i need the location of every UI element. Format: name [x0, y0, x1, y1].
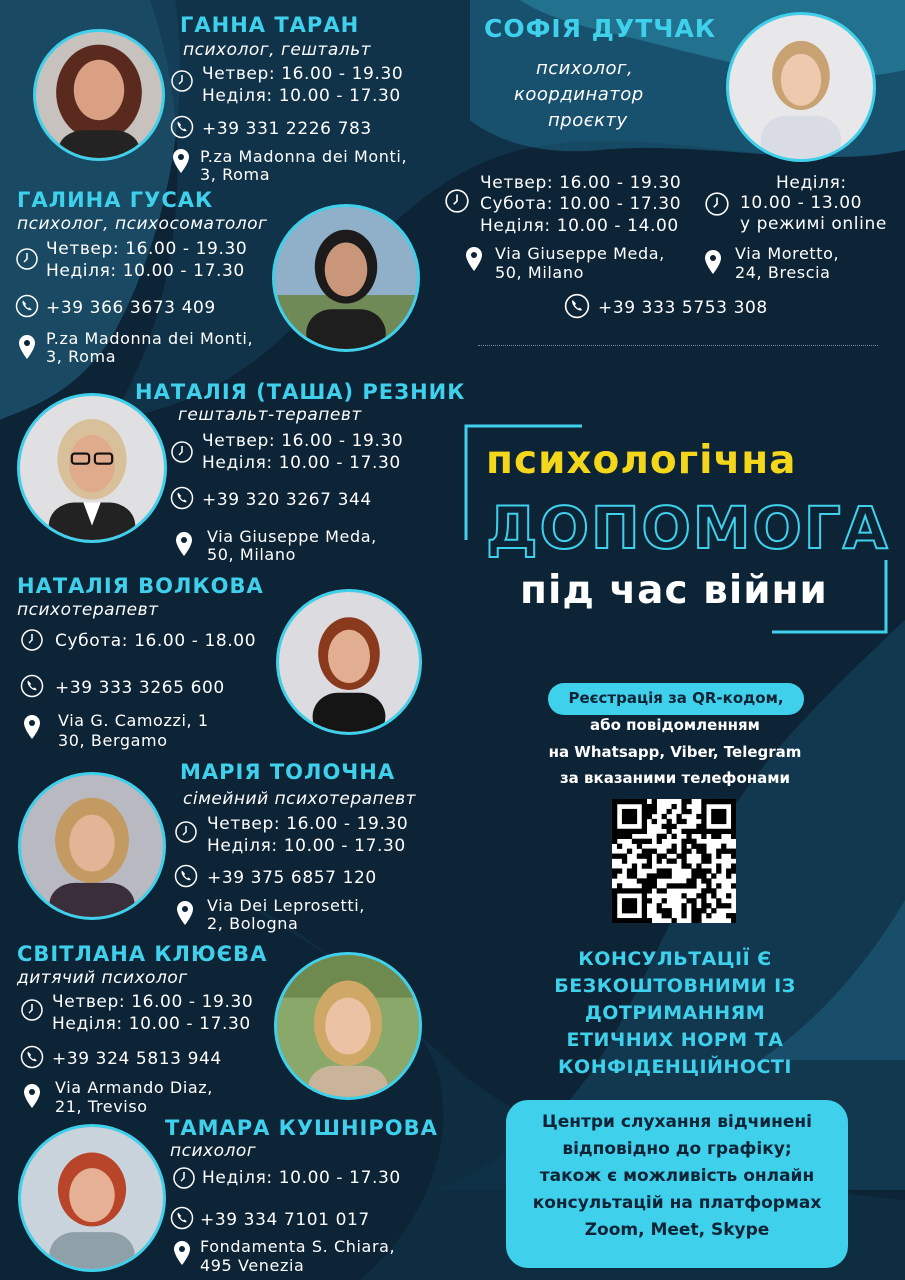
phone-icon — [170, 486, 194, 510]
avatar-tamara — [18, 1124, 166, 1272]
registration-line: за вказаними телефонами — [559, 769, 791, 787]
schedule-line: Четвер: 16.00 - 19.30 — [202, 64, 404, 84]
registration-line: на Whatsapp, Viber, Telegram — [548, 743, 802, 761]
centers-line: Zoom, Meet, Skype — [584, 1220, 770, 1240]
phone-icon — [20, 1045, 44, 1069]
address-line: Fondamenta S. Chiara, — [200, 1237, 396, 1256]
phone-icon — [15, 294, 39, 318]
specialist-role: психолог — [170, 1141, 257, 1161]
clock-icon — [704, 191, 730, 217]
phone-number[interactable]: +39 320 3267 344 — [202, 490, 372, 510]
clock-icon — [15, 247, 39, 271]
address-line: P.za Madonna dei Monti, — [46, 329, 254, 348]
schedule-line: Неділя: 10.00 - 17.30 — [202, 86, 401, 106]
avatar-ganna — [33, 29, 165, 161]
avatar-natalia-volkova — [276, 589, 422, 735]
separator — [478, 345, 878, 346]
specialist-name: МАРІЯ ТОЛОЧНА — [180, 760, 396, 784]
avatar-natalia-reznyk — [17, 393, 167, 543]
address-line: Via Giuseppe Meda, — [207, 527, 377, 546]
address-line: 50, Milano — [207, 545, 296, 564]
specialist-role: психолог, психосоматолог — [17, 214, 268, 234]
address-line: 3, Roma — [200, 165, 271, 184]
centers-note — [506, 1100, 848, 1268]
address-line: Via G. Camozzi, 1 — [58, 711, 209, 730]
schedule-line: Неділя: 10.00 - 17.30 — [202, 1168, 401, 1188]
note-line: ЕТИЧНИХ НОРМ ТА — [566, 1029, 784, 1051]
schedule-line: Субота: 10.00 - 17.30 — [480, 194, 682, 214]
schedule-line: Неділя: — [776, 173, 847, 193]
phone-number[interactable]: +39 331 2226 783 — [202, 119, 372, 139]
centers-line: Центри слухання відчинені — [541, 1112, 813, 1132]
schedule-line: 10.00 - 13.00 — [740, 193, 863, 213]
location-pin-icon — [173, 1240, 191, 1266]
clock-icon — [170, 440, 194, 464]
registration-highlight: Реєстрація за QR-кодом, — [548, 683, 804, 715]
schedule-line: Неділя: 10.00 - 17.30 — [52, 1014, 251, 1034]
schedule-line: у режимі online — [740, 214, 887, 234]
free-consultations-note — [500, 946, 850, 1081]
specialist-name: СОФІЯ ДУТЧАК — [484, 14, 717, 43]
address-line: Via Moretto, — [735, 244, 840, 263]
specialist-role: проєкту — [548, 110, 628, 131]
phone-number[interactable]: +39 324 5813 944 — [52, 1049, 222, 1069]
schedule-line: Неділя: 10.00 - 17.30 — [202, 453, 401, 473]
clock-icon — [174, 820, 198, 844]
clock-icon — [172, 1166, 196, 1190]
location-pin-icon — [18, 334, 36, 360]
specialist-name: ГАННА ТАРАН — [180, 13, 360, 37]
address-line: 50, Milano — [495, 263, 584, 282]
schedule-line: Неділя: 10.00 - 14.00 — [480, 216, 679, 236]
phone-icon — [170, 115, 194, 139]
headline-line2: ДОПОМОГА — [486, 494, 890, 562]
specialist-role: психотерапевт — [17, 600, 159, 620]
schedule-line: Неділя: 10.00 - 17.30 — [207, 836, 406, 856]
registration-line: або повідомленням — [590, 716, 760, 734]
headline-line1: психологічна — [486, 438, 797, 483]
schedule-line: Четвер: 16.00 - 19.30 — [480, 173, 682, 193]
specialist-role: координатор — [514, 84, 644, 105]
specialist-name: ГАЛИНА ГУСАК — [17, 188, 214, 212]
address-line: 30, Bergamo — [58, 731, 168, 750]
specialist-name: ТАМАРА КУШНІРОВА — [165, 1116, 438, 1140]
avatar-svitlana — [274, 952, 422, 1100]
phone-number[interactable]: +39 333 3265 600 — [55, 678, 225, 698]
address-line: 24, Brescia — [735, 263, 831, 282]
centers-line: відповідно до графіку; — [562, 1139, 792, 1159]
phone-icon — [20, 674, 44, 698]
specialist-name: СВІТЛАНА КЛЮЄВА — [17, 942, 268, 966]
clock-icon — [20, 998, 44, 1022]
location-pin-icon — [23, 1083, 41, 1109]
centers-line: консультацій на платформах — [532, 1193, 822, 1213]
address-line: 3, Roma — [46, 347, 117, 366]
avatar-galyna — [272, 204, 420, 352]
address-line: 21, Treviso — [55, 1097, 148, 1116]
address-line: 2, Bologna — [207, 914, 299, 933]
schedule-line: Четвер: 16.00 - 19.30 — [46, 239, 248, 259]
specialist-role: сімейний психотерапевт — [183, 789, 417, 809]
address-line: P.za Madonna dei Monti, — [200, 147, 408, 166]
location-pin-icon — [176, 900, 194, 926]
specialist-name: НАТАЛІЯ ВОЛКОВА — [17, 574, 264, 598]
address-line: Via Armando Diaz, — [55, 1078, 213, 1097]
address-line: 495 Venezia — [200, 1256, 305, 1275]
address-line: Via Giuseppe Meda, — [495, 244, 665, 263]
location-pin-icon — [465, 246, 483, 272]
note-line: КОНСУЛЬТАЦІЇ Є — [578, 948, 772, 970]
qr-code[interactable] — [612, 799, 736, 923]
schedule-line: Четвер: 16.00 - 19.30 — [207, 814, 409, 834]
phone-icon — [174, 864, 198, 888]
specialist-role: психолог, гештальт — [183, 40, 372, 60]
location-pin-icon — [704, 249, 722, 275]
headline-line3: під час війни — [520, 568, 828, 613]
phone-icon — [170, 1206, 194, 1230]
avatar-maria — [18, 772, 166, 920]
specialist-name: НАТАЛІЯ (ТАША) РЕЗНИК — [135, 380, 466, 404]
phone-number[interactable]: +39 334 7101 017 — [200, 1210, 370, 1230]
location-pin-icon — [175, 531, 193, 557]
specialist-role: гештальт-терапевт — [178, 405, 362, 425]
clock-icon — [20, 628, 44, 652]
specialist-role: психолог, — [536, 58, 634, 79]
schedule-line: Четвер: 16.00 - 19.30 — [202, 431, 404, 451]
note-line: ДОТРИМАННЯМ — [584, 1002, 766, 1024]
phone-number[interactable]: +39 375 6857 120 — [207, 868, 377, 888]
centers-line: також є можливість онлайн — [539, 1166, 815, 1186]
schedule-line: Четвер: 16.00 - 19.30 — [52, 992, 254, 1012]
location-pin-icon — [23, 714, 41, 740]
schedule-line: Неділя: 10.00 - 17.30 — [46, 261, 245, 281]
clock-icon — [444, 188, 470, 214]
note-line: КОНФІДЕНЦІЙНОСТІ — [558, 1056, 792, 1078]
phone-number[interactable]: +39 366 3673 409 — [46, 298, 216, 318]
specialist-role: дитячий психолог — [17, 968, 188, 988]
avatar-sofia — [726, 12, 876, 162]
phone-icon — [564, 293, 590, 319]
phone-number[interactable]: +39 333 5753 308 — [598, 298, 768, 318]
note-line: БЕЗКОШТОВНИМИ ІЗ — [554, 975, 796, 997]
schedule-line: Субота: 16.00 - 18.00 — [55, 631, 257, 651]
location-pin-icon — [172, 148, 190, 174]
address-line: Via Dei Leprosetti, — [207, 896, 365, 915]
clock-icon — [170, 69, 194, 93]
